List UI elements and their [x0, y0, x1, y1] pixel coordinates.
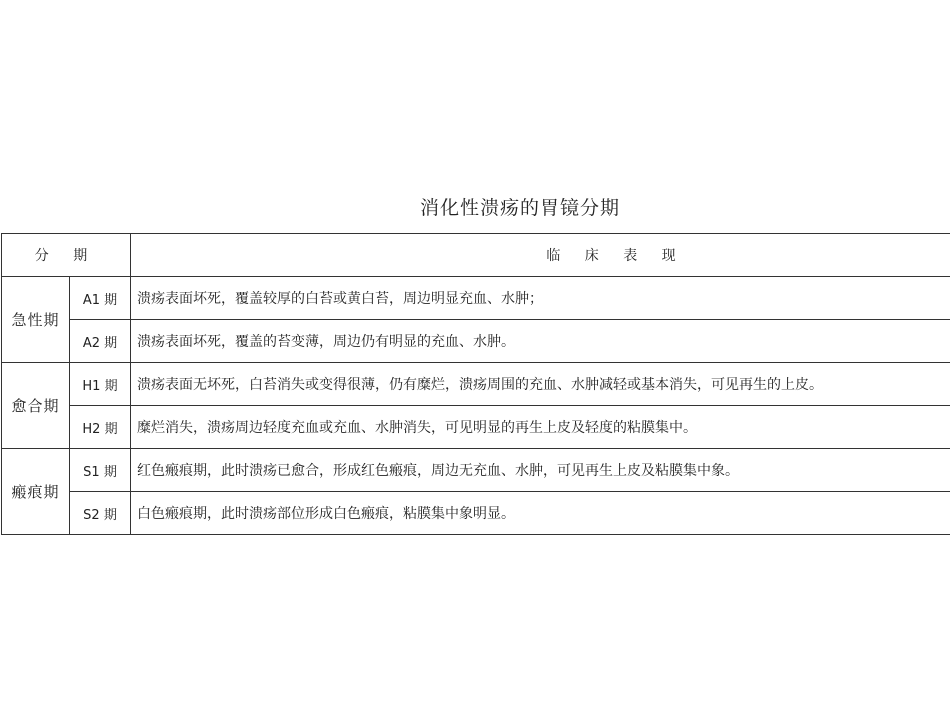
clinical-header: 临 床 表 现 — [131, 234, 950, 277]
stage-group-healing: 愈合期 — [2, 363, 70, 449]
stage-group-scar: 瘢痕期 — [2, 449, 70, 535]
substage-code: A2 期 — [70, 320, 131, 363]
staging-table — [1, 233, 950, 535]
substage-code: S2 期 — [70, 492, 131, 535]
staging-table-container — [1, 233, 950, 536]
document-title: 消化性溃疡的胃镜分期 — [419, 197, 620, 219]
table-row — [2, 277, 950, 320]
clinical-description: 溃疡表面坏死，覆盖的苔变薄，周边仍有明显的充血、水肿。 — [131, 320, 950, 363]
clinical-description: 糜烂消失，溃疡周边轻度充血或充血、水肿消失，可见明显的再生上皮及轻度的粘膜集中。 — [131, 406, 950, 449]
clinical-description: 溃疡表面坏死，覆盖较厚的白苔或黄白苔，周边明显充血、水肿； — [131, 277, 950, 320]
substage-code: H1 期 — [70, 363, 131, 406]
stage-group-acute: 急性期 — [2, 277, 70, 363]
table-row — [2, 363, 950, 406]
table-header-row — [2, 234, 950, 277]
clinical-description: 白色瘢痕期，此时溃疡部位形成白色瘢痕，粘膜集中象明显。 — [131, 492, 950, 535]
table-row — [2, 406, 950, 449]
table-row — [2, 449, 950, 492]
table-row — [2, 320, 950, 363]
substage-code: S1 期 — [70, 449, 131, 492]
stage-header: 分 期 — [2, 234, 131, 277]
clinical-description: 溃疡表面无坏死，白苔消失或变得很薄，仍有糜烂，溃疡周围的充血、水肿减轻或基本消失，可见再生的上皮。 — [131, 363, 950, 406]
substage-code: H2 期 — [70, 406, 131, 449]
clinical-description: 红色瘢痕期，此时溃疡已愈合，形成红色瘢痕，周边无充血、水肿，可见再生上皮及粘膜集中象。 — [131, 449, 950, 492]
substage-code: A1 期 — [70, 277, 131, 320]
table-row — [2, 492, 950, 535]
